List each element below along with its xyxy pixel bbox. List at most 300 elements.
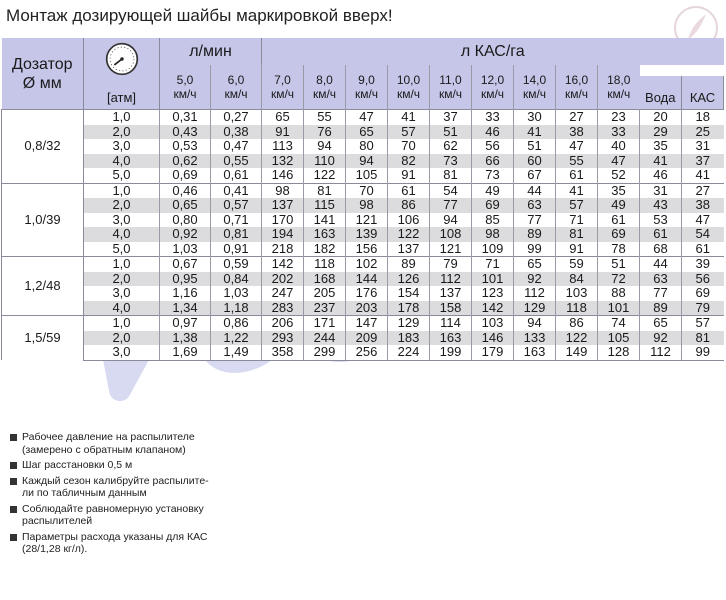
rate-cell: 30 <box>514 110 556 125</box>
rate-cell: 82 <box>388 154 430 169</box>
rate-cell: 126 <box>388 272 430 287</box>
rate-cell: 61 <box>598 213 640 228</box>
rate-cell: 299 <box>304 345 346 360</box>
rate-cell: 44 <box>514 183 556 198</box>
kas-cell: 1,18 <box>211 301 262 316</box>
speed-header <box>346 65 388 110</box>
rate-cell: 47 <box>682 213 724 228</box>
speed-header <box>211 65 262 110</box>
water-cell: 1,69 <box>160 345 211 360</box>
rate-cell: 61 <box>556 168 598 183</box>
rate-cell: 56 <box>682 272 724 287</box>
rate-cell: 92 <box>640 331 682 346</box>
rate-cell: 202 <box>262 272 304 287</box>
rate-cell: 27 <box>682 183 724 198</box>
rate-cell: 182 <box>304 242 346 257</box>
speed-header <box>388 65 430 110</box>
rate-cell: 31 <box>682 139 724 154</box>
pressure-cell: 1,0 <box>84 110 160 125</box>
rate-cell: 35 <box>598 183 640 198</box>
flow-header: л/мин <box>160 38 262 65</box>
rate-cell: 37 <box>682 154 724 169</box>
kas-cell: 0,47 <box>211 139 262 154</box>
speed-header <box>472 65 514 110</box>
rate-cell: 170 <box>262 213 304 228</box>
bullet-square-icon <box>10 462 17 469</box>
rate-cell: 158 <box>430 301 472 316</box>
kas-cell: 0,91 <box>211 242 262 257</box>
speed-header <box>262 65 304 110</box>
water-cell: 0,43 <box>160 125 211 140</box>
rate-cell: 33 <box>472 110 514 125</box>
rate-cell: 247 <box>262 286 304 301</box>
rate-cell: 113 <box>262 139 304 154</box>
rate-cell: 293 <box>262 331 304 346</box>
rate-cell: 199 <box>430 345 472 360</box>
rate-cell: 99 <box>682 345 724 360</box>
rate-cell: 57 <box>682 316 724 331</box>
table-row <box>2 110 724 125</box>
speed-header <box>304 65 346 110</box>
rate-cell: 69 <box>472 198 514 213</box>
rate-cell: 91 <box>388 168 430 183</box>
pressure-cell: 4,0 <box>84 227 160 242</box>
rate-cell: 77 <box>514 213 556 228</box>
rate-cell: 41 <box>514 125 556 140</box>
rate-cell: 137 <box>388 242 430 257</box>
table-row <box>2 168 724 183</box>
rate-cell: 84 <box>556 272 598 287</box>
pressure-gauge-cell <box>84 38 160 76</box>
pressure-cell: 3,0 <box>84 139 160 154</box>
speed-value: 18,0 <box>607 73 631 87</box>
rate-cell: 86 <box>556 316 598 331</box>
rate-cell: 118 <box>556 301 598 316</box>
kas-cell: 0,27 <box>211 110 262 125</box>
rate-cell: 112 <box>640 345 682 360</box>
kas-cell: 0,71 <box>211 213 262 228</box>
kas-cell: 0,55 <box>211 154 262 169</box>
water-cell: 0,31 <box>160 110 211 125</box>
rate-cell: 65 <box>514 257 556 272</box>
rate-cell: 105 <box>346 168 388 183</box>
pressure-cell: 2,0 <box>84 272 160 287</box>
speed-unit: км/ч <box>396 87 421 101</box>
rate-cell: 44 <box>640 257 682 272</box>
table-row <box>2 301 724 316</box>
rate-cell: 81 <box>304 183 346 198</box>
table-row <box>2 198 724 213</box>
rate-cell: 86 <box>388 198 430 213</box>
rate-cell: 123 <box>472 286 514 301</box>
rate-cell: 55 <box>304 110 346 125</box>
rate-cell: 91 <box>262 125 304 140</box>
rate-cell: 65 <box>346 125 388 140</box>
rate-cell: 57 <box>388 125 430 140</box>
note-text: Параметры расхода указаны для КАС (28/1,28 кг/л). <box>22 530 208 555</box>
rate-cell: 168 <box>304 272 346 287</box>
kas-cell: 0,38 <box>211 125 262 140</box>
rate-cell: 55 <box>556 154 598 169</box>
kas-header: КАС <box>682 76 724 110</box>
rate-cell: 128 <box>598 345 640 360</box>
flow-rate-table <box>1 38 724 361</box>
rate-cell: 51 <box>598 257 640 272</box>
speed-value: 16,0 <box>564 73 589 87</box>
rate-cell: 41 <box>682 168 724 183</box>
pressure-unit: [атм] <box>84 76 160 110</box>
speed-value: 8,0 <box>316 73 333 87</box>
rate-cell: 63 <box>514 198 556 213</box>
rate-cell: 59 <box>556 257 598 272</box>
rate-cell: 46 <box>472 125 514 140</box>
rate-cell: 147 <box>346 316 388 331</box>
rate-cell: 139 <box>346 227 388 242</box>
speed-value: 14,0 <box>522 73 547 87</box>
rate-cell: 61 <box>640 227 682 242</box>
rate-cell: 54 <box>430 183 472 198</box>
dozator-header <box>2 38 84 110</box>
rate-cell: 137 <box>262 198 304 213</box>
kas-cell: 1,22 <box>211 331 262 346</box>
kas-cell: 0,59 <box>211 257 262 272</box>
rate-cell: 203 <box>346 301 388 316</box>
water-header: Вода <box>640 76 682 110</box>
rate-cell: 122 <box>388 227 430 242</box>
rate-cell: 358 <box>262 345 304 360</box>
table-row <box>2 316 724 331</box>
rate-cell: 163 <box>514 345 556 360</box>
table-row <box>2 213 724 228</box>
water-cell: 0,62 <box>160 154 211 169</box>
rate-cell: 98 <box>472 227 514 242</box>
rate-cell: 88 <box>598 286 640 301</box>
kas-cell: 0,57 <box>211 198 262 213</box>
speed-unit: км/ч <box>480 87 505 101</box>
rate-cell: 142 <box>262 257 304 272</box>
rate-cell: 98 <box>346 198 388 213</box>
rate-cell: 103 <box>556 286 598 301</box>
water-cell: 1,34 <box>160 301 211 316</box>
rate-header: л КАС/га <box>460 42 525 60</box>
water-cell: 0,80 <box>160 213 211 228</box>
rate-cell: 206 <box>262 316 304 331</box>
rate-cell: 23 <box>598 110 640 125</box>
pressure-cell: 3,0 <box>84 213 160 228</box>
rate-cell: 102 <box>346 257 388 272</box>
rate-cell: 146 <box>262 168 304 183</box>
speed-header <box>598 65 640 110</box>
kas-cell: 0,86 <box>211 316 262 331</box>
pressure-cell: 1,0 <box>84 257 160 272</box>
table-row <box>2 331 724 346</box>
dozator-size: 1,2/48 <box>2 257 84 316</box>
rate-cell: 121 <box>430 242 472 257</box>
speed-header <box>514 65 556 110</box>
rate-cell: 91 <box>556 242 598 257</box>
rate-cell: 80 <box>346 139 388 154</box>
rate-cell: 118 <box>304 257 346 272</box>
rate-cell: 244 <box>304 331 346 346</box>
rate-cell: 81 <box>556 227 598 242</box>
rate-cell: 51 <box>430 125 472 140</box>
speed-value: 11,0 <box>439 73 462 87</box>
rate-cell: 60 <box>514 154 556 169</box>
rate-cell: 176 <box>346 286 388 301</box>
rate-cell: 57 <box>556 198 598 213</box>
speed-unit: км/ч <box>173 87 197 101</box>
rate-cell: 129 <box>514 301 556 316</box>
rate-cell: 41 <box>640 154 682 169</box>
rate-cell: 106 <box>388 213 430 228</box>
speed-value: 10,0 <box>396 73 421 87</box>
table-row <box>2 227 724 242</box>
rate-cell: 69 <box>682 286 724 301</box>
rate-cell: 70 <box>346 183 388 198</box>
rate-cell: 76 <box>304 125 346 140</box>
rate-cell: 81 <box>430 168 472 183</box>
rate-cell: 65 <box>262 110 304 125</box>
rate-cell: 85 <box>472 213 514 228</box>
note-item <box>10 503 209 528</box>
table-row <box>2 257 724 272</box>
rate-cell: 70 <box>388 139 430 154</box>
rate-cell: 47 <box>598 154 640 169</box>
rate-cell: 163 <box>430 331 472 346</box>
note-item <box>10 531 209 556</box>
rate-cell: 40 <box>598 139 640 154</box>
rate-cell: 156 <box>346 242 388 257</box>
notes-list <box>10 431 209 559</box>
rate-cell: 183 <box>388 331 430 346</box>
bullet-square-icon <box>10 434 17 441</box>
rate-cell: 121 <box>346 213 388 228</box>
rate-cell: 63 <box>640 272 682 287</box>
rate-cell: 52 <box>598 168 640 183</box>
rate-cell: 224 <box>388 345 430 360</box>
speed-header <box>160 65 211 110</box>
rate-cell: 94 <box>304 139 346 154</box>
rate-cell: 237 <box>304 301 346 316</box>
speed-value: 9,0 <box>358 73 375 87</box>
table-row <box>2 139 724 154</box>
rate-cell: 110 <box>304 154 346 169</box>
rate-cell: 38 <box>556 125 598 140</box>
pressure-cell: 4,0 <box>84 301 160 316</box>
kas-cell: 1,03 <box>211 286 262 301</box>
rate-cell: 103 <box>472 316 514 331</box>
rate-cell: 209 <box>346 331 388 346</box>
water-cell: 0,95 <box>160 272 211 287</box>
pressure-cell: 5,0 <box>84 242 160 257</box>
rate-cell: 114 <box>430 316 472 331</box>
speed-value: 5,0 <box>176 73 194 87</box>
rate-cell: 194 <box>262 227 304 242</box>
speed-header <box>430 65 472 110</box>
rate-cell: 38 <box>682 198 724 213</box>
rate-cell: 108 <box>430 227 472 242</box>
page-title: Монтаж дозирующей шайбы маркировкой вверх! <box>6 6 393 25</box>
rate-cell: 33 <box>598 125 640 140</box>
rate-cell: 73 <box>430 154 472 169</box>
rate-cell: 283 <box>262 301 304 316</box>
note-item <box>10 475 209 500</box>
rate-cell: 77 <box>640 286 682 301</box>
rate-cell: 137 <box>430 286 472 301</box>
pressure-cell: 4,0 <box>84 154 160 169</box>
pressure-cell: 5,0 <box>84 168 160 183</box>
speed-unit: км/ч <box>564 87 589 101</box>
bullet-square-icon <box>10 506 17 513</box>
rate-cell: 61 <box>682 242 724 257</box>
rate-cell: 105 <box>598 331 640 346</box>
speed-unit: км/ч <box>224 87 248 101</box>
rate-cell: 98 <box>262 183 304 198</box>
pressure-cell: 2,0 <box>84 331 160 346</box>
rate-cell: 27 <box>556 110 598 125</box>
bullet-square-icon <box>10 478 17 485</box>
rate-cell: 62 <box>430 139 472 154</box>
dozator-size: 0,8/32 <box>2 110 84 184</box>
speed-unit: км/ч <box>312 87 337 101</box>
note-text: Шаг расстановки 0,5 м <box>22 459 133 471</box>
rate-cell: 72 <box>598 272 640 287</box>
water-cell: 0,67 <box>160 257 211 272</box>
rate-cell: 112 <box>430 272 472 287</box>
rate-cell: 73 <box>472 168 514 183</box>
speed-value: 12,0 <box>480 73 505 87</box>
rate-cell: 149 <box>556 345 598 360</box>
rate-cell: 39 <box>682 257 724 272</box>
water-cell: 1,38 <box>160 331 211 346</box>
note-text: Соблюдайте равномерную установку распылителей <box>22 502 204 527</box>
water-cell: 0,65 <box>160 198 211 213</box>
kas-cell: 0,84 <box>211 272 262 287</box>
rate-cell: 78 <box>598 242 640 257</box>
rate-cell: 66 <box>472 154 514 169</box>
rate-cell: 89 <box>388 257 430 272</box>
rate-cell: 101 <box>472 272 514 287</box>
table-row <box>2 125 724 140</box>
table-row <box>2 183 724 198</box>
rate-cell: 68 <box>640 242 682 257</box>
rate-cell: 29 <box>640 125 682 140</box>
water-cell: 0,46 <box>160 183 211 198</box>
rate-cell: 109 <box>472 242 514 257</box>
rate-cell: 53 <box>640 213 682 228</box>
dozator-label: Дозатор <box>11 55 73 73</box>
pressure-cell: 3,0 <box>84 345 160 360</box>
rate-cell: 81 <box>682 331 724 346</box>
rate-cell: 61 <box>388 183 430 198</box>
rate-cell: 41 <box>556 183 598 198</box>
note-text: Рабочее давление на распылителе (замерено с обратным клапаном) <box>22 431 195 456</box>
rate-cell: 69 <box>598 227 640 242</box>
pressure-gauge-icon <box>105 42 139 76</box>
rate-cell: 132 <box>262 154 304 169</box>
rate-cell: 142 <box>472 301 514 316</box>
table-row <box>2 272 724 287</box>
rate-cell: 101 <box>598 301 640 316</box>
note-item <box>10 459 209 472</box>
speed-value: 7,0 <box>274 73 291 87</box>
rate-cell: 43 <box>640 198 682 213</box>
rate-cell: 129 <box>388 316 430 331</box>
rate-cell: 218 <box>262 242 304 257</box>
rate-cell: 205 <box>304 286 346 301</box>
rate-cell: 94 <box>514 316 556 331</box>
rate-cell: 41 <box>388 110 430 125</box>
rate-cell: 79 <box>682 301 724 316</box>
rate-cell: 141 <box>304 213 346 228</box>
rate-cell: 122 <box>556 331 598 346</box>
speed-unit: км/ч <box>438 87 463 101</box>
rate-cell: 92 <box>514 272 556 287</box>
rate-cell: 154 <box>388 286 430 301</box>
rate-cell: 65 <box>640 316 682 331</box>
kas-cell: 1,49 <box>211 345 262 360</box>
note-item <box>10 431 209 456</box>
rate-cell: 115 <box>304 198 346 213</box>
water-cell: 1,03 <box>160 242 211 257</box>
note-text: Каждый сезон калибруйте распылите- ли по табличным данным <box>22 474 209 499</box>
diameter-label: Ø мм <box>22 74 62 92</box>
dozator-size: 1,5/59 <box>2 316 84 361</box>
water-cell: 0,69 <box>160 168 211 183</box>
rate-cell: 89 <box>514 227 556 242</box>
table-row <box>2 154 724 169</box>
speed-value: 6,0 <box>227 73 245 87</box>
rate-cell: 179 <box>472 345 514 360</box>
rate-cell: 144 <box>346 272 388 287</box>
rate-cell: 79 <box>430 257 472 272</box>
rate-cell: 133 <box>514 331 556 346</box>
rate-cell: 71 <box>556 213 598 228</box>
rate-cell: 171 <box>304 316 346 331</box>
rate-cell: 89 <box>640 301 682 316</box>
water-cell: 0,53 <box>160 139 211 154</box>
rate-cell: 49 <box>598 198 640 213</box>
pressure-cell: 2,0 <box>84 125 160 140</box>
speed-unit: км/ч <box>270 87 295 101</box>
pressure-cell: 1,0 <box>84 316 160 331</box>
speed-unit: км/ч <box>607 87 631 101</box>
kas-cell: 0,81 <box>211 227 262 242</box>
dozator-size: 1,0/39 <box>2 183 84 257</box>
rate-cell: 18 <box>682 110 724 125</box>
rate-cell: 163 <box>304 227 346 242</box>
rate-cell: 112 <box>514 286 556 301</box>
speed-header <box>556 65 598 110</box>
rate-cell: 49 <box>472 183 514 198</box>
rate-cell: 256 <box>346 345 388 360</box>
pressure-cell: 1,0 <box>84 183 160 198</box>
rate-cell: 94 <box>430 213 472 228</box>
rate-cell: 146 <box>472 331 514 346</box>
rate-cell: 56 <box>472 139 514 154</box>
rate-cell: 51 <box>514 139 556 154</box>
rate-cell: 77 <box>430 198 472 213</box>
rate-cell: 94 <box>346 154 388 169</box>
pressure-cell: 3,0 <box>84 286 160 301</box>
rate-cell: 46 <box>640 168 682 183</box>
table-row <box>2 242 724 257</box>
kas-cell: 0,41 <box>211 183 262 198</box>
table-row <box>2 345 724 360</box>
rate-cell: 31 <box>640 183 682 198</box>
water-cell: 0,92 <box>160 227 211 242</box>
kas-cell: 0,61 <box>211 168 262 183</box>
